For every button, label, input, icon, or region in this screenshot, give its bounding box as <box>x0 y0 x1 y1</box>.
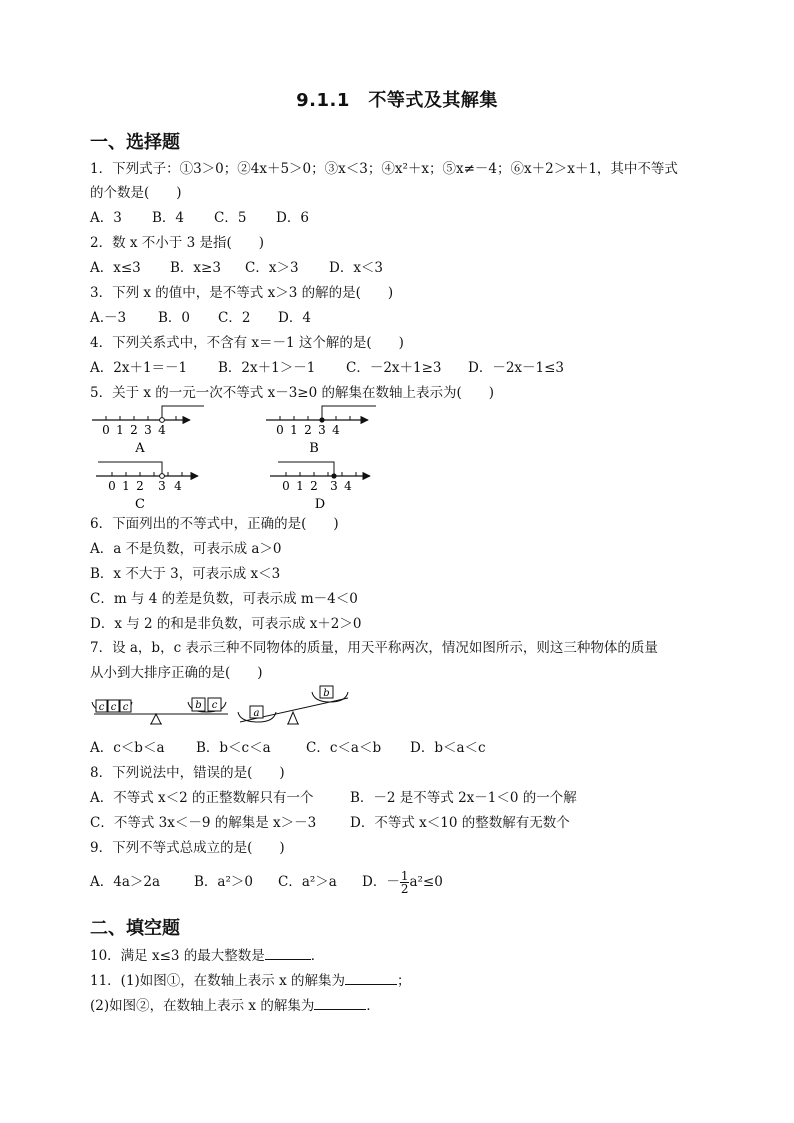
q5-number-line-figures <box>86 400 386 520</box>
q10-end: ． <box>310 948 325 964</box>
q7-option-b: B．b＜c＜a <box>196 740 271 756</box>
q6-option-c: C．m 与 4 的差是负数，可表示成 m－4＜0 <box>90 591 358 607</box>
section-heading-fill: 二、填空题 <box>90 918 180 939</box>
tick-label: 1 <box>116 423 124 437</box>
tick-label: 3 <box>144 423 152 437</box>
tick-label: 4 <box>344 479 352 493</box>
tick-label: 3 <box>318 423 326 437</box>
tick-label: 2 <box>136 479 144 493</box>
q4-option-a: A．2x＋1＝－1 <box>90 360 188 376</box>
fraction-denominator: 2 <box>400 882 409 896</box>
tick-label: 2 <box>304 423 312 437</box>
q9-option-c: C．a²＞a <box>278 874 337 890</box>
q1-option-a: A．3 <box>90 210 122 226</box>
q11-part1 <box>90 972 730 990</box>
tick-label: 4 <box>332 423 340 437</box>
q9-option-a: A．4a＞2a <box>90 874 161 890</box>
q3-option-c: C．2 <box>218 310 251 326</box>
q3-stem: 3．下列 x 的值中，是不等式 x＞3 的解的是( ) <box>90 285 394 301</box>
q8-options-row2 <box>90 814 730 832</box>
q2-options <box>90 259 730 277</box>
q8-option-b: B．－2 是不等式 2x－1＜0 的一个解 <box>350 790 577 806</box>
q1-option-c: C．5 <box>214 210 247 226</box>
answer-blank[interactable] <box>314 997 366 1010</box>
box-label-c: c <box>211 700 218 711</box>
q8-option-a: A．不等式 x＜2 的正整数解只有一个 <box>90 790 314 806</box>
box-label-c: c <box>110 702 117 713</box>
tick-label: 0 <box>102 423 110 437</box>
q9-option-d-suffix: a²≤0 <box>409 874 443 890</box>
q10-line <box>90 947 730 965</box>
q7-stem-line1: 7．设 a，b，c 表示三种不同物体的质量，用天平称两次，情况如图所示，则这三种物体的质量 <box>90 640 658 656</box>
figure-label-b: B <box>309 441 319 456</box>
tick-label: 2 <box>130 423 138 437</box>
balance-scale-2 <box>238 686 348 724</box>
q6-stem: 6．下面列出的不等式中，正确的是( ) <box>90 516 339 532</box>
q5-stem: 5．关于 x 的一元一次不等式 x－3≥0 的解集在数轴上表示为( ) <box>90 385 495 401</box>
q2-option-b: B．x≥3 <box>170 260 221 276</box>
fraction-numerator: 1 <box>400 869 409 883</box>
q9-option-d <box>362 864 443 900</box>
q1-option-d: D．6 <box>276 210 309 226</box>
q4-option-b: B．2x＋1＞－1 <box>218 360 316 376</box>
q10-text: 10．满足 x≤3 的最大整数是 <box>90 948 265 964</box>
number-line-b <box>266 406 376 456</box>
q4-options <box>90 359 730 377</box>
q9-option-d-prefix: D．－ <box>362 874 400 890</box>
q6-option-a: A．a 不是负数，可表示成 a＞0 <box>90 541 282 557</box>
q2-option-c: C．x＞3 <box>245 260 299 276</box>
figure-label-a: A <box>135 441 145 456</box>
number-line-c <box>96 462 198 512</box>
q8-stem: 8．下列说法中，错误的是( ) <box>90 765 285 781</box>
q7-balance-figures <box>88 684 358 736</box>
q7-stem-line2: 从小到大排序正确的是( ) <box>90 665 263 681</box>
tick-label: 2 <box>310 479 318 493</box>
q11-part1-text: 11．(1)如图①，在数轴上表示 x 的解集为 <box>90 973 345 989</box>
q4-option-c: C．－2x＋1≥3 <box>346 360 442 376</box>
tick-label: 1 <box>122 479 130 493</box>
q1-stem-line1: 1．下列式子：①3＞0；②4x＋5＞0；③x＜3；④x²＋x；⑤x≠－4；⑥x＋2＞x＋1，其中不等式 <box>90 161 678 177</box>
section-heading-choice: 一、选择题 <box>90 132 180 153</box>
q2-option-d: D．x＜3 <box>329 260 384 276</box>
page-title: 9.1.1 不等式及其解集 <box>296 90 498 111</box>
answer-blank[interactable] <box>345 972 397 985</box>
answer-blank[interactable] <box>265 947 311 960</box>
q7-option-c: C．c＜a＜b <box>306 740 382 756</box>
q11-part2-end: ． <box>366 998 380 1014</box>
q4-stem: 4．下列关系式中，不含有 x＝－1 这个解的是( ) <box>90 335 404 351</box>
tick-label: 4 <box>174 479 182 493</box>
q9-option-b: B．a²＞0 <box>194 874 253 890</box>
tick-label: 3 <box>330 479 338 493</box>
tick-label: 1 <box>296 479 304 493</box>
tick-label: 3 <box>158 479 166 493</box>
tick-label: 0 <box>276 423 284 437</box>
q3-option-b: B．0 <box>158 310 191 326</box>
fraction-one-half <box>400 870 410 895</box>
q11-part2-text: (2)如图②，在数轴上表示 x 的解集为 <box>90 998 315 1014</box>
q3-option-a: A.－3 <box>90 310 127 326</box>
tick-label: 4 <box>158 423 166 437</box>
figure-label-d: D <box>314 497 326 512</box>
tick-label: 1 <box>290 423 298 437</box>
q2-stem: 2．数 x 不小于 3 是指( ) <box>90 235 264 251</box>
q6-option-d: D．x 与 2 的和是非负数，可表示成 x＋2＞0 <box>90 616 362 632</box>
tick-label: 0 <box>108 479 116 493</box>
q7-options <box>90 739 730 757</box>
number-line-a <box>92 406 204 456</box>
q2-option-a: A．x≤3 <box>90 260 141 276</box>
q9-stem: 9．下列不等式总成立的是( ) <box>90 840 285 856</box>
q8-options-row1 <box>90 789 730 807</box>
q3-options <box>90 309 730 327</box>
tick-label: 0 <box>282 479 290 493</box>
q6-option-b: B．x 不大于 3，可表示成 x＜3 <box>90 566 281 582</box>
box-label-c: c <box>122 702 129 713</box>
q7-option-a: A．c＜b＜a <box>90 740 165 756</box>
box-label-b: b <box>323 688 330 699</box>
figure-label-c: C <box>135 497 145 512</box>
q1-options <box>90 209 730 227</box>
q8-option-c: C．不等式 3x＜－9 的解集是 x＞－3 <box>90 815 317 831</box>
q1-option-b: B．4 <box>152 210 185 226</box>
q8-option-d: D．不等式 x＜10 的整数解有无数个 <box>350 815 570 831</box>
q3-option-d: D．4 <box>278 310 311 326</box>
number-line-d <box>270 462 370 512</box>
q4-option-d: D．－2x－1≤3 <box>468 360 565 376</box>
box-label-a: a <box>253 708 260 719</box>
q11-part2 <box>90 997 730 1015</box>
q9-options <box>90 864 730 900</box>
box-label-c: c <box>98 702 105 713</box>
q11-part1-end: ； <box>397 973 411 989</box>
q1-stem-line2: 的个数是( ) <box>90 185 182 201</box>
balance-scale-1 <box>92 698 228 724</box>
box-label-b: b <box>195 700 202 711</box>
q7-option-d: D．b＜a＜c <box>410 740 486 756</box>
